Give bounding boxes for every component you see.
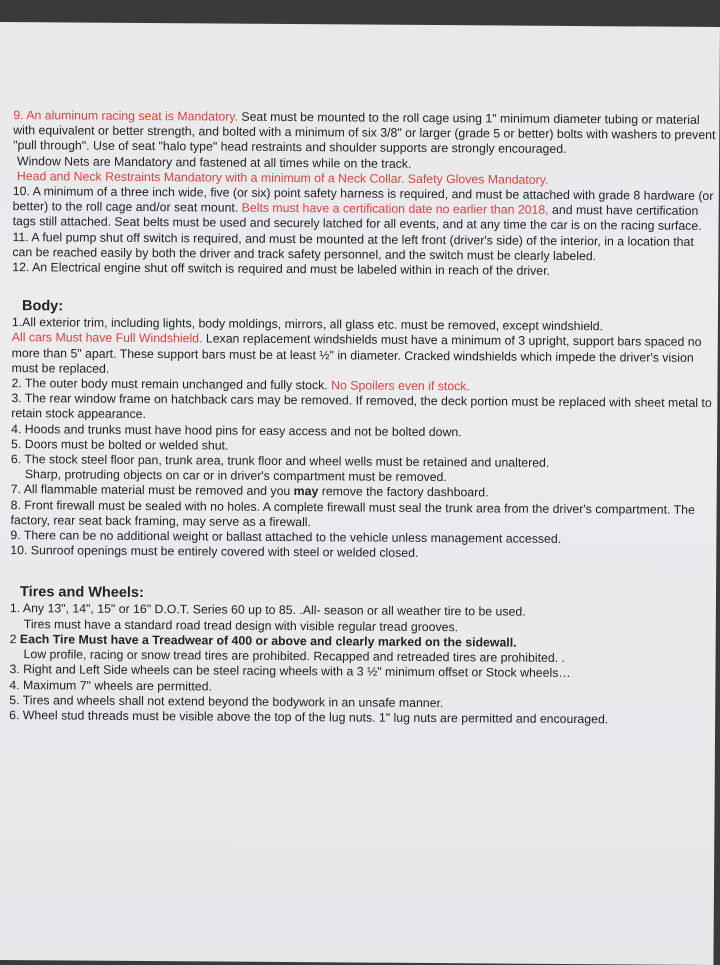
body-rule-10: 10. Sunroof openings must be entirely covered with steel or welded closed.: [10, 543, 419, 561]
tires-rule-3: 3. Right and Left Side wheels can be steel racing wheels with a 3 ½" minimum offset or Stock wheels…: [9, 662, 571, 681]
body-rule-5: 5. Doors must be bolted or welded shut.: [11, 436, 229, 453]
rule-10: [13, 184, 717, 235]
rule-10-b: and must have certification tags still attached. Seat belts must be used and securely latched for all events, and at any time the car is on the racing surface.: [12, 203, 702, 234]
tires-heading: Tires and Wheels:: [19, 584, 144, 602]
body-rule-1-rest: Lexan replacement windshields must have a minimum of 3 upright, support bars spaced no more than 5" apart. These support bars must be at least ½" in diameter. Cracked windshields which impede the driver's vision must be replaced.: [11, 331, 702, 376]
window-nets-rule: Window Nets are Mandatory and fastened at all times while on the track.: [16, 153, 412, 171]
tires-rule-5: 5. Tires and wheels shall not extend beyond the bodywork in an unsafe manner.: [9, 692, 444, 710]
tires-rule-6: 6. Wheel stud threads must be visible above the top of the lug nuts. 1" lug nuts are permitted and encouraged.: [9, 707, 609, 727]
document-page: [0, 22, 720, 965]
rule-9: [13, 108, 717, 159]
rules-content: [9, 108, 717, 728]
rule-9-text: Seat must be mounted to the roll cage using 1" minimum diameter tubing or material with equivalent or better strength, and bolted with a minimum of six 3/8" or larger (grade 5 or better) bolts with washers to prevent "pull through". Use of seat "halo type" head restraints and shoulder supports are strongly encouraged.: [13, 109, 716, 157]
body-rule-2-text: 2. The outer body must remain unchanged and fully stock.: [11, 376, 328, 393]
body-rule-6: 6. The stock steel floor pan, trunk area, trunk floor and wheel wells must be retained and unaltered.: [10, 452, 550, 470]
rule-11: 11. A fuel pump shut off switch is required, and must be mounted at the left front (driver's side) of the interior, in a location that can be reached easily by both the driver and track safety personnel, and the switch must be clearly labeled.: [12, 229, 694, 263]
tires-rule-1-sub: Tires must have a standard road tread design with visible regular tread grooves.: [23, 616, 459, 634]
rule-10-red: Belts must have a certification date no earlier than 2018,: [241, 200, 549, 218]
body-rule-7-a: 7. All flammable material must be removed and you: [10, 482, 291, 499]
rule-9-lead: 9. An aluminum racing seat is Mandatory.: [13, 108, 239, 124]
body-rule-1: 1.All exterior trim, including lights, body moldings, mirrors, all glass etc. must be removed, except windshield.: [11, 315, 604, 334]
tires-rule-2-num: 2: [9, 631, 21, 647]
body-rule-2-red: No Spoilers even if stock.: [331, 378, 470, 394]
tires-rule-2-sub: Low profile, racing or snow tread tires are prohibited. Recapped and retreaded tires are prohibited. .: [23, 647, 565, 666]
body-rule-8: 8. Front firewall must be sealed with no holes. A complete firewall must seal the trunk area from the driver's compartment. The factory, rear seat back framing, may serve as a firewall.: [10, 497, 695, 530]
head-neck-rule: Head and Neck Restraints Mandatory with a minimum of a Neck Collar. Safety Gloves Mandatory.: [16, 168, 549, 187]
body-rule-4: 4. Hoods and trunks must have hood pins for easy access and not be bolted down.: [11, 421, 462, 439]
body-heading: Body:: [21, 298, 64, 315]
rule-12: 12. An Electrical engine shut off switch is required and must be labeled within in reach of the driver.: [12, 260, 551, 278]
rule-10-a: 10. A minimum of a three inch wide, five (or six) point safety harness is required, and must be attached with grade 8 hardware (or better) to the roll cage and/or seat mount.: [12, 184, 714, 215]
body-rule-6-sub: Sharp, protruding objects on car or in driver's compartment must be removed.: [24, 467, 447, 485]
body-rule-1-red: All cars Must have Full Windshield.: [11, 330, 203, 346]
tires-rule-1: 1. Any 13", 14", 15" or 16" D.O.T. Series 60 up to 85. .All- season or all weather tire to be used.: [9, 601, 526, 620]
tires-rule-4: 4. Maximum 7" wheels are permitted.: [9, 677, 212, 693]
body-rule-3: 3. The rear window frame on hatchback cars may be removed. If removed, the deck portion must be replaced with sheet metal to retain stock appearance.: [11, 391, 712, 422]
body-rule-1-cont: [12, 331, 716, 382]
body-rule-9: 9. There can be no additional weight or ballast attached to the vehicle unless management accessed.: [10, 528, 562, 547]
body-rule-7-b: remove the factory dashboard.: [321, 484, 489, 500]
body-rule-7-bold: may: [293, 484, 319, 499]
tires-rule-2-bold: Each Tire Must have a Treadwear of 400 or above and clearly marked on the sidewall.: [19, 632, 517, 650]
